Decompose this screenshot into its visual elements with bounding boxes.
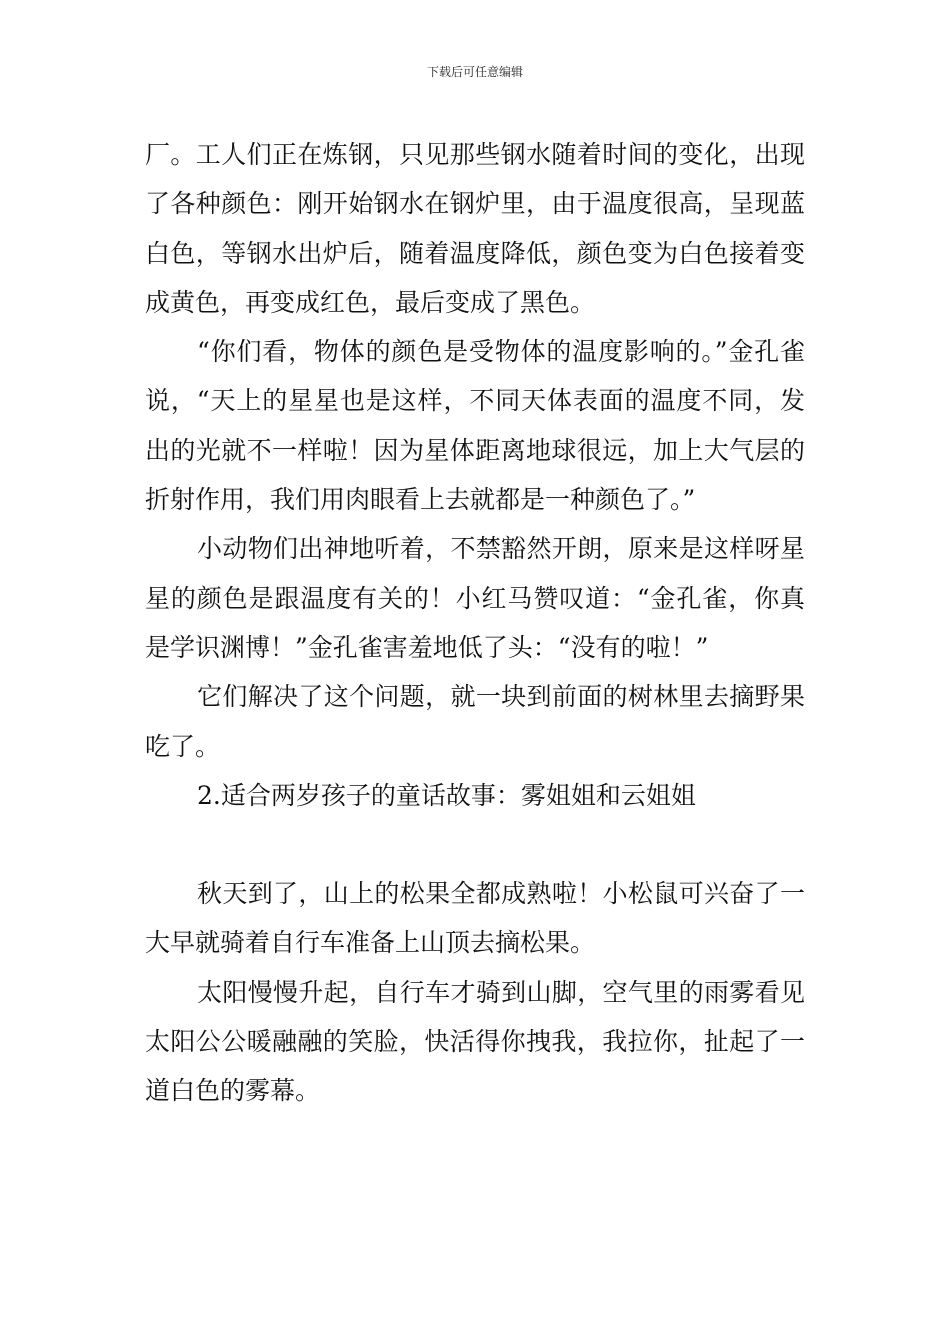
paragraph: 小动物们出神地听着，不禁豁然开朗，原来是这样呀星星的颜色是跟温度有关的！小红马赞叹道：“金孔雀，你真是学识渊博！”金孔雀害羞地低了头：“没有的啦！” bbox=[145, 534, 805, 662]
document-body bbox=[145, 130, 805, 1116]
paragraph: 厂。工人们正在炼钢，只见那些钢水随着时间的变化，出现了各种颜色：刚开始钢水在钢炉里，由于温度很高，呈现蓝白色，等钢水出炉后，随着温度降低，颜色变为白色接着变成黄色，再变成红色，最后变成了黑色。 bbox=[145, 140, 805, 317]
paragraph: 它们解决了这个问题，就一块到前面的树林里去摘野果吃了。 bbox=[145, 682, 805, 761]
blank-line bbox=[145, 820, 805, 869]
section-heading: 2.适合两岁孩子的童话故事：雾姐姐和云姐姐 bbox=[197, 780, 696, 810]
paragraph: “你们看，物体的颜色是受物体的温度影响的。”金孔雀说，“天上的星星也是这样，不同天体表面的温度不同，发出的光就不一样啦！因为星体距离地球很远，加上大气层的折射作用，我们用肉眼看上去就都是一种颜色了。” bbox=[145, 337, 805, 515]
paragraph: 秋天到了，山上的松果全都成熟啦！小松鼠可兴奋了一大早就骑着自行车准备上山顶去摘松果。 bbox=[145, 879, 805, 958]
paragraph: 太阳慢慢升起，自行车才骑到山脚，空气里的雨雾看见太阳公公暖融融的笑脸，快活得你拽我，我拉你，扯起了一道白色的雾幕。 bbox=[145, 977, 805, 1106]
page-header: 下载后可任意编辑 bbox=[426, 65, 523, 79]
